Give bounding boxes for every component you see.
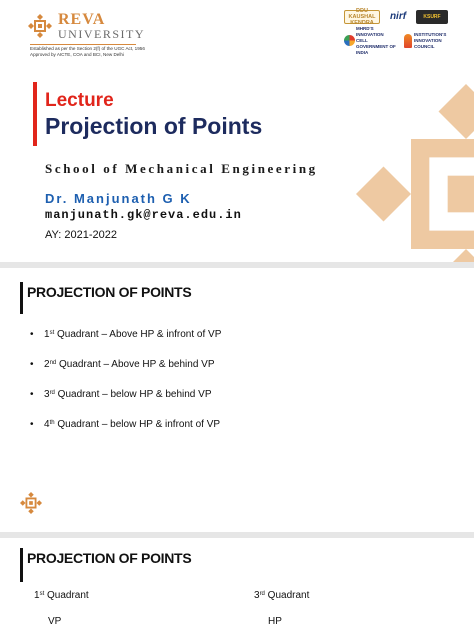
university-name-sub: UNIVERSITY xyxy=(58,27,145,41)
logo-divider xyxy=(30,44,136,45)
establishment-note: Established as per the Section 2(f) of the UGC Act, 1956 Approved by AICTE, COA and BCI, New Delhi xyxy=(30,46,145,57)
quadrant-label-first: 1st Quadrant xyxy=(34,590,89,601)
list-item: • 2nd Quadrant – Above HP & behind VP xyxy=(30,359,215,370)
section-accent-bar xyxy=(20,282,23,314)
quadrants-slide xyxy=(0,268,474,532)
accreditation-badges xyxy=(344,8,460,56)
university-name: REVA xyxy=(58,11,106,28)
decorative-knot-icon xyxy=(356,84,474,262)
reva-knot-icon xyxy=(20,492,42,514)
lecture-title: Projection of Points xyxy=(45,113,263,139)
school-name: School of Mechanical Engineering xyxy=(45,161,318,176)
nirf-badge: nirf xyxy=(389,11,407,22)
hp-plane-label: HP xyxy=(268,616,282,627)
list-item: • 1st Quadrant – Above HP & infront of VP xyxy=(30,329,222,340)
bullet-icon: • xyxy=(30,389,34,400)
academic-year: AY: 2021-2022 xyxy=(45,229,117,241)
bullet-icon: • xyxy=(30,419,34,430)
ksurf-badge: KSURF xyxy=(416,10,448,24)
bullet-icon: • xyxy=(30,359,34,370)
ddu-kaushal-badge: DDU KAUSHAL KENDRA xyxy=(344,10,380,24)
author-name: Dr. Manjunath G K xyxy=(45,191,192,206)
quadrant-list xyxy=(30,328,221,448)
author-email: manjunath.gk@reva.edu.in xyxy=(45,208,242,222)
list-item: • 4th Quadrant – below HP & infront of VP xyxy=(30,419,221,430)
section-title: PROJECTION OF POINTS xyxy=(27,284,192,300)
lecture-label: Lecture xyxy=(45,90,114,111)
vp-plane-label: VP xyxy=(48,616,62,627)
section-accent-bar xyxy=(20,548,23,582)
bullet-icon: • xyxy=(30,329,34,340)
title-slide xyxy=(0,0,474,262)
list-item: • 3rd Quadrant – below HP & behind VP xyxy=(30,389,212,400)
quadrant-diagram-slide xyxy=(0,538,474,632)
section-title: PROJECTION OF POINTS xyxy=(27,550,192,566)
iic-badge: INSTITUTION'S INNOVATION COUNCIL xyxy=(402,30,454,52)
innovation-cell-badge: MHRD'S INNOVATION CELL GOVERNMENT OF INDIA xyxy=(342,30,396,52)
quadrant-label-third: 3rd Quadrant xyxy=(254,590,310,601)
reva-logo-icon xyxy=(28,14,52,38)
title-accent-bar xyxy=(33,82,37,146)
